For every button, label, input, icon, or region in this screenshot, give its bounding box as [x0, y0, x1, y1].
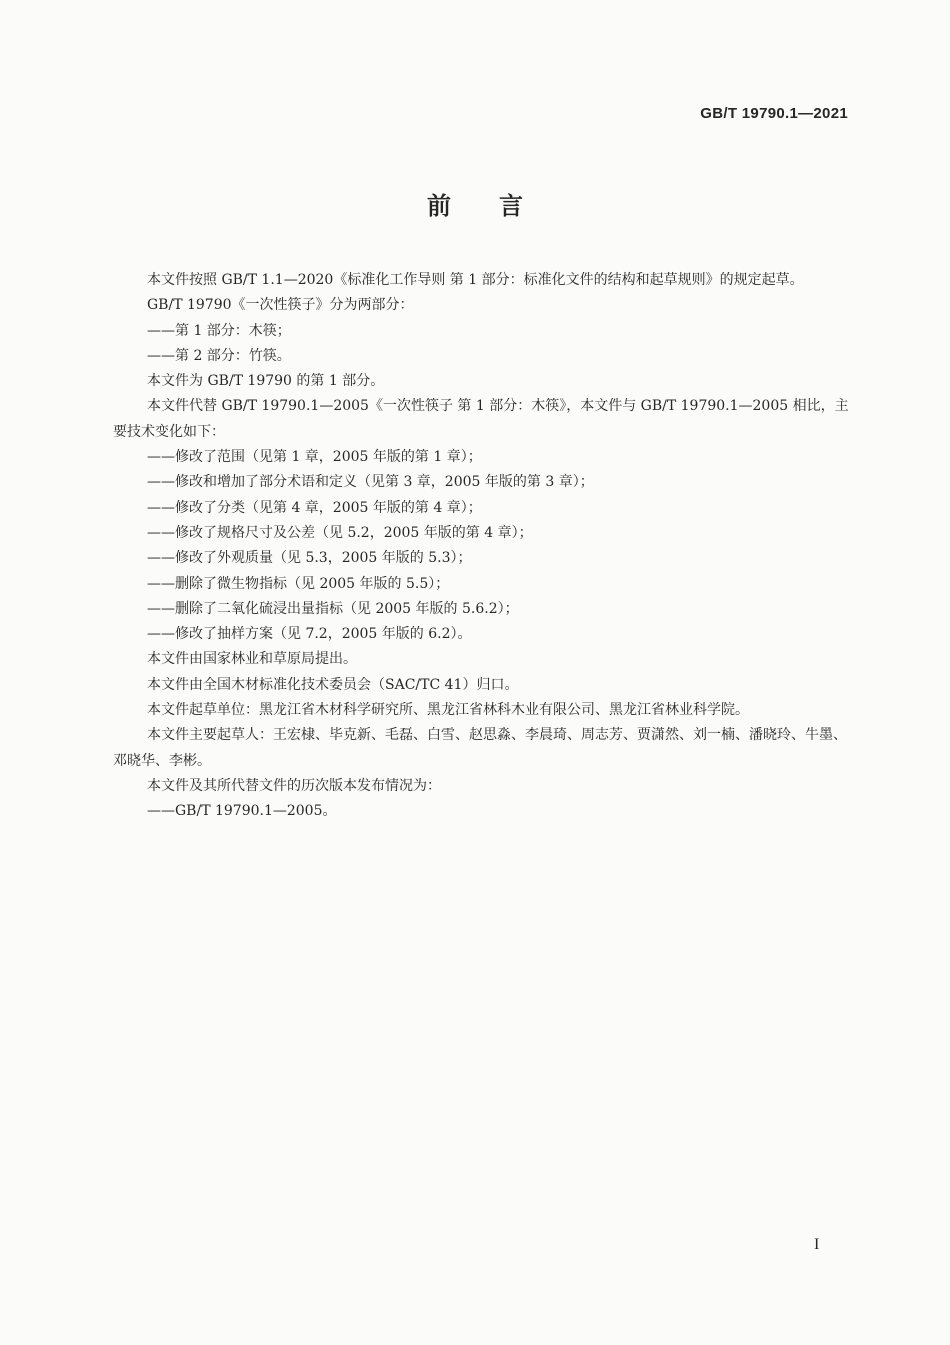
page-title: 前言	[427, 192, 571, 220]
list-item: ——GB/T 19790.1—2005。	[147, 803, 337, 820]
list-item: ——修改了分类（见第 4 章，2005 年版的第 4 章）；	[147, 499, 482, 516]
paragraph: GB/T 19790《一次性筷子》分为两部分：	[147, 297, 414, 314]
paragraph: 本文件代替 GB/T 19790.1—2005《一次性筷子 第 1 部分：木筷》，本文件与 GB/T 19790.1—2005 相比，主要技术变化如下：	[113, 398, 849, 440]
foreword-body	[113, 268, 850, 825]
document-code: GB/T 19790.1—2021	[700, 105, 848, 122]
page-number: I	[814, 1236, 820, 1253]
paragraph: 本文件及其所代替文件的历次版本发布情况为：	[147, 777, 441, 794]
list-item: ——修改了抽样方案（见 7.2，2005 年版的 6.2）。	[147, 626, 472, 643]
paragraph: 本文件按照 GB/T 1.1—2020《标准化工作导则 第 1 部分：标准化文件的结构和起草规则》的规定起草。	[147, 272, 804, 288]
list-item: ——第 2 部分：竹筷。	[147, 347, 291, 364]
list-item: ——修改了规格尺寸及公差（见 5.2，2005 年版的第 4 章）；	[147, 524, 533, 541]
paragraph: 本文件为 GB/T 19790 的第 1 部分。	[147, 373, 385, 390]
paragraph: 本文件由全国木材标准化技术委员会（SAC/TC 41）归口。	[147, 676, 519, 693]
list-item: ——修改了外观质量（见 5.3，2005 年版的 5.3）；	[147, 550, 472, 567]
list-item: ——第 1 部分：木筷；	[147, 322, 291, 339]
paragraph: 本文件由国家林业和草原局提出。	[147, 651, 357, 668]
list-item: ——删除了微生物指标（见 2005 年版的 5.5）；	[147, 575, 450, 592]
list-item: ——修改和增加了部分术语和定义（见第 3 章，2005 年版的第 3 章）；	[147, 474, 594, 491]
paragraph: 本文件起草单位：黑龙江省木材科学研究所、黑龙江省林科木业有限公司、黑龙江省林业科学院。	[147, 702, 749, 719]
list-item: ——删除了二氧化硫浸出量指标（见 2005 年版的 5.6.2）；	[147, 600, 519, 617]
list-item: ——修改了范围（见第 1 章，2005 年版的第 1 章）；	[147, 449, 482, 466]
paragraph: 本文件主要起草人：王宏棣、毕克新、毛磊、白雪、赵思淼、李晨琦、周志芳、贾潇然、刘一楠、潘晓玲、牛墨、邓晓华、李彬。	[113, 727, 847, 769]
